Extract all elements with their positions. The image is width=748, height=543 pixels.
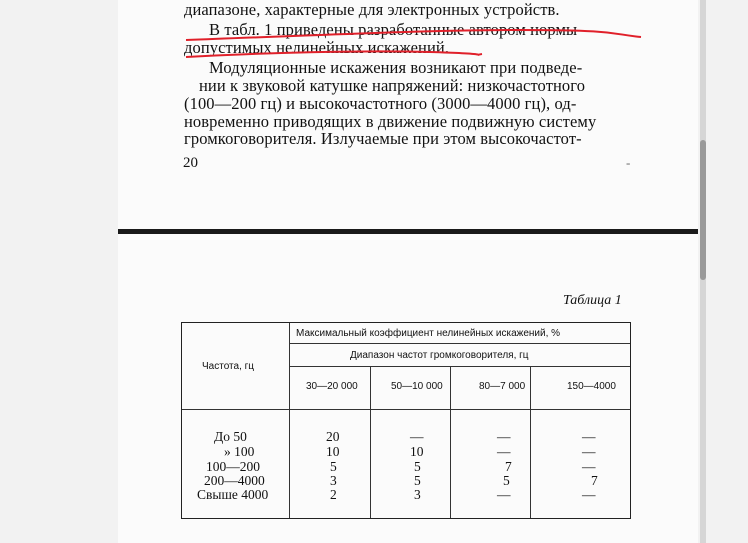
table-cell: 3 [414, 487, 421, 502]
row-header: Частота, гц [202, 361, 254, 372]
column-header: 80—7 000 [479, 381, 526, 392]
main-header: Максимальный коэффициент нелинейных искажений, % [296, 328, 561, 339]
text-line-6: (100—200 гц) и высокочастотного (3000—4000 гц), од- [184, 94, 577, 113]
trailing-mark: - [626, 155, 631, 170]
table-cell: 3 [330, 473, 337, 488]
text-line-5: нии к звуковой катушке напряжений: низкочастотного [199, 76, 586, 95]
text-line-3: допустимых нелинейных искажений. [184, 38, 450, 57]
table-cell: 5 [330, 459, 337, 474]
table-cell: — [582, 487, 596, 502]
text-line-1: диапазоне, характерные для электронных устройств. [184, 0, 560, 19]
table-cell: — [410, 429, 424, 444]
text-line-8: громкоговорителя. Излучаемые при этом высокочастот- [184, 129, 582, 148]
scrollbar-thumb[interactable] [700, 140, 706, 280]
row-label: 200—4000 [204, 473, 265, 488]
table-cell: — [497, 444, 511, 459]
table-cell: 5 [414, 459, 421, 474]
text-line-2: В табл. 1 приведены разработанные автором нормы [209, 20, 578, 39]
text-line-7: новременно приводящих в движение подвижную систему [184, 112, 597, 131]
row-label: » 100 [224, 444, 255, 459]
table-cell: 5 [503, 473, 510, 488]
table-cell: — [497, 429, 511, 444]
row-label: До 50 [214, 429, 247, 444]
table-cell: — [582, 459, 596, 474]
table-cell: 5 [414, 473, 421, 488]
table-cell: 10 [410, 444, 424, 459]
table-cell: — [582, 444, 596, 459]
distortion-table [181, 322, 631, 519]
column-header: 150—4000 [567, 381, 616, 392]
table-cell: 7 [591, 473, 598, 488]
text-line-4: Модуляционные искажения возникают при подведе- [209, 58, 583, 77]
row-label: Свыше 4000 [197, 487, 269, 502]
table-cell: 20 [326, 429, 340, 444]
table-cell: — [497, 487, 511, 502]
table-cell: 10 [326, 444, 340, 459]
sub-header: Диапазон частот громкоговорителя, гц [350, 350, 529, 361]
column-header: 30—20 000 [306, 381, 358, 392]
page-number: 20 [183, 155, 198, 171]
table-cell: 7 [505, 459, 512, 474]
table-cell: — [582, 429, 596, 444]
left-margin [0, 0, 118, 543]
table-cell: 2 [330, 487, 337, 502]
table-caption: Таблица 1 [563, 293, 622, 308]
column-header: 50—10 000 [391, 381, 443, 392]
row-label: 100—200 [206, 459, 260, 474]
